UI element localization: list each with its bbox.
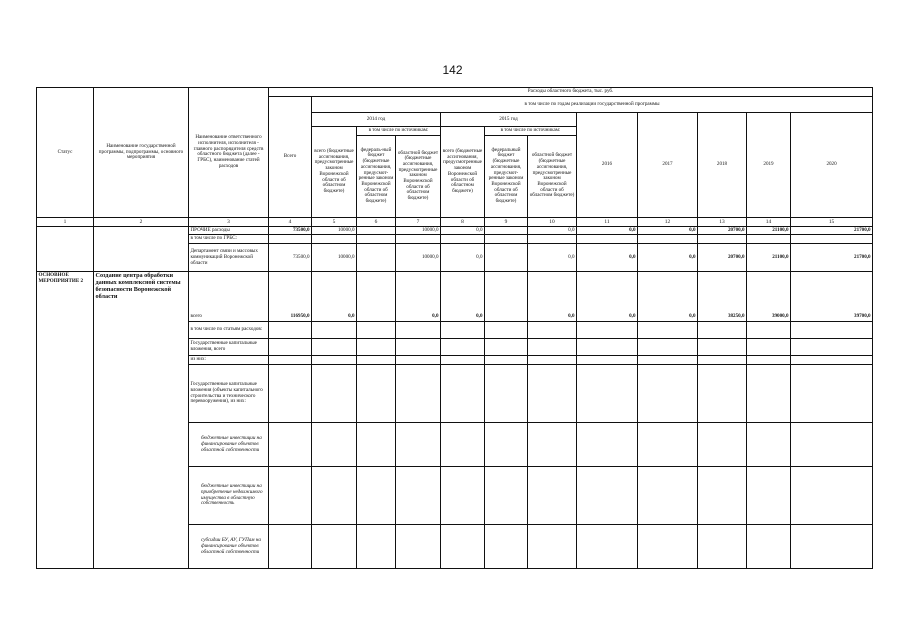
row-label: Государственные капитальные вложения, всего <box>189 339 269 356</box>
cell-empty <box>485 467 528 525</box>
cell-empty <box>312 235 357 244</box>
cell-empty <box>638 235 698 244</box>
year-2015-header: 2015 год <box>441 113 577 127</box>
cell-2017: 0,0 <box>638 244 698 272</box>
cell-2015-regional: 0,0 <box>528 272 577 322</box>
year-2014-header: 2014 год <box>312 113 441 127</box>
col-2019-header: 2019 <box>747 113 791 218</box>
cell-empty <box>791 467 873 525</box>
column-numbers-row <box>37 217 873 226</box>
row-label: всего <box>189 272 269 322</box>
row-label: Департамент связи и массовых коммуникаций Воронежской области <box>189 244 269 272</box>
cell-empty <box>528 467 577 525</box>
budget-table <box>36 87 873 569</box>
cell-empty <box>485 322 528 339</box>
cell-2016: 0,0 <box>577 226 638 235</box>
expenses-title: Расходы областного бюджета, тыс. руб. <box>269 88 873 97</box>
cell-empty <box>747 423 791 467</box>
cell-empty <box>638 525 698 569</box>
cell-empty <box>528 525 577 569</box>
cell-empty <box>441 423 485 467</box>
cell-empty <box>577 322 638 339</box>
col-number: 13 <box>698 217 747 226</box>
activity-name-cell: Создание центра обработки данных комплексной системы безопасности Воронежской области <box>94 272 189 569</box>
cell-empty <box>747 356 791 365</box>
cell-empty <box>357 322 396 339</box>
cell-2016: 0,0 <box>577 244 638 272</box>
cell-2016: 0,0 <box>577 272 638 322</box>
cell-empty <box>396 467 441 525</box>
table-row <box>37 272 873 322</box>
cell-empty <box>791 525 873 569</box>
cell-empty <box>747 365 791 423</box>
cell-empty <box>396 423 441 467</box>
cell-2015-total: 0,0 <box>441 272 485 322</box>
cell-empty <box>441 339 485 356</box>
cell-2014-total: 0,0 <box>312 272 357 322</box>
cell-empty <box>577 235 638 244</box>
cell-empty <box>577 356 638 365</box>
cell-empty <box>638 467 698 525</box>
col-number: 10 <box>528 217 577 226</box>
row-label: субсидии БУ, АУ, ГУПам на финансирование объектов областной собственности <box>189 525 269 569</box>
cell-empty <box>441 235 485 244</box>
cell-2019: 21100,0 <box>747 244 791 272</box>
cell-2019: 21100,0 <box>747 226 791 235</box>
cell-total: 116950,0 <box>269 272 312 322</box>
col-2014-regional-header: областной бюджет (бюджетные ассигнования, предусмотренные законом Воронежской области об областном бюджете) <box>396 135 441 217</box>
cell-empty <box>698 365 747 423</box>
cell-empty <box>791 322 873 339</box>
col-status-header: Статус <box>37 88 94 218</box>
cell-empty <box>791 235 873 244</box>
col-2015-federal-header: федеральный бюджет (бюджетные ассигнования, предусмот-ренные законом Воронежской области об областном бюджете) <box>485 135 528 217</box>
row-label: бюджетные инвестиции на финансирование объектов областной собственности <box>189 423 269 467</box>
cell-empty <box>396 365 441 423</box>
cell-empty <box>577 365 638 423</box>
cell-empty <box>791 423 873 467</box>
cell-2015-regional: 0,0 <box>528 244 577 272</box>
row-label: Государственные капитальные вложения (объекты капитального строительства и технического перевооружения), из них: <box>189 365 269 423</box>
cell-2015-total: 0,0 <box>441 226 485 235</box>
cell-total: 73500,0 <box>269 226 312 235</box>
cell-empty <box>312 356 357 365</box>
cell-empty <box>747 339 791 356</box>
row-label: ПРОЧИЕ расходы <box>189 226 269 235</box>
cell-2014-total: 10000,0 <box>312 226 357 235</box>
col-executor-header: Наименование ответственного исполнителя, исполнителя - главного распорядителя средств областного бюджета (далее - ГРБС), наименование статей расходов <box>189 88 269 218</box>
cell-2020: 21700,0 <box>791 244 873 272</box>
cell-total: 73500,0 <box>269 244 312 272</box>
cell-2018: 20700,0 <box>698 244 747 272</box>
col-number: 1 <box>37 217 94 226</box>
col-number: 8 <box>441 217 485 226</box>
cell-empty <box>396 339 441 356</box>
row-label: в том числе по статьям расходов: <box>189 322 269 339</box>
col-2015-total-header: всего (бюджетные ассигнования, предусмотренные законом Воронежской области об областном бюджете) <box>441 127 485 218</box>
cell-empty <box>312 467 357 525</box>
col-2015-regional-header: областной бюджет (бюджетные ассигнования, предусмотренные законом Воронежской области об областном бюджете) <box>528 135 577 217</box>
cell-empty <box>528 322 577 339</box>
cell-empty <box>269 365 312 423</box>
cell-empty <box>357 525 396 569</box>
cell-empty <box>638 365 698 423</box>
page-number: 142 <box>442 63 463 77</box>
table-row <box>37 226 873 235</box>
col-2020-header: 2020 <box>791 113 873 218</box>
cell-2015-total: 0,0 <box>441 244 485 272</box>
cell-empty <box>269 322 312 339</box>
incl-sources-2015: в том числе по источникам: <box>485 127 577 136</box>
cell-empty <box>485 226 528 235</box>
cell-empty <box>791 339 873 356</box>
status-cell-empty <box>37 226 94 271</box>
cell-empty <box>357 235 396 244</box>
col-number: 7 <box>396 217 441 226</box>
cell-empty <box>791 365 873 423</box>
cell-empty <box>396 235 441 244</box>
col-name-header: Наименование государственной программы, подпрограммы, основного мероприятия <box>94 88 189 218</box>
cell-empty <box>269 235 312 244</box>
cell-empty <box>577 423 638 467</box>
cell-2018: 20700,0 <box>698 226 747 235</box>
header-row-1 <box>37 88 873 97</box>
cell-empty <box>441 365 485 423</box>
cell-empty <box>528 339 577 356</box>
cell-empty <box>638 322 698 339</box>
cell-empty <box>441 525 485 569</box>
cell-2015-regional: 0,0 <box>528 226 577 235</box>
cell-empty <box>698 322 747 339</box>
cell-empty <box>357 272 396 322</box>
cell-2020: 39700,0 <box>791 272 873 322</box>
col-2014-federal-header: федераль-ный бюджет (бюджетные ассигнования, предусмот-ренные законом Воронежской области об областном бюджете) <box>357 135 396 217</box>
col-number: 6 <box>357 217 396 226</box>
col-number: 5 <box>312 217 357 226</box>
cell-empty <box>485 339 528 356</box>
cell-empty <box>528 423 577 467</box>
col-number: 14 <box>747 217 791 226</box>
cell-empty <box>485 356 528 365</box>
cell-empty <box>312 525 357 569</box>
col-number: 12 <box>638 217 698 226</box>
cell-empty <box>396 525 441 569</box>
cell-empty <box>357 365 396 423</box>
cell-empty <box>269 467 312 525</box>
cell-empty <box>269 339 312 356</box>
cell-2014-total: 10000,0 <box>312 244 357 272</box>
cell-empty <box>485 423 528 467</box>
row-label: из них: <box>189 356 269 365</box>
cell-2014-regional: 10000,0 <box>396 226 441 235</box>
cell-2020: 21700,0 <box>791 226 873 235</box>
col-number: 11 <box>577 217 638 226</box>
col-2018-header: 2018 <box>698 113 747 218</box>
row-label: в том числе по ГРБС: <box>189 235 269 244</box>
cell-empty <box>485 235 528 244</box>
cell-2017: 0,0 <box>638 272 698 322</box>
cell-empty <box>312 423 357 467</box>
incl-by-years: в том числе по годам реализации государственной программы <box>312 97 873 113</box>
cell-empty <box>638 356 698 365</box>
cell-empty <box>791 356 873 365</box>
cell-empty <box>577 467 638 525</box>
cell-2014-regional: 10000,0 <box>396 244 441 272</box>
cell-empty <box>441 322 485 339</box>
col-total-header: Всего <box>269 97 312 218</box>
cell-2017: 0,0 <box>638 226 698 235</box>
cell-empty <box>269 356 312 365</box>
cell-empty <box>396 322 441 339</box>
cell-empty <box>698 356 747 365</box>
cell-empty <box>528 365 577 423</box>
name-cell-empty <box>94 226 189 271</box>
cell-empty <box>747 525 791 569</box>
cell-empty <box>485 272 528 322</box>
status-cell: ОСНОВНОЕ МЕРОПРИЯТИЕ 2 <box>37 272 94 569</box>
cell-empty <box>698 423 747 467</box>
cell-empty <box>357 244 396 272</box>
col-number: 15 <box>791 217 873 226</box>
cell-empty <box>747 235 791 244</box>
cell-empty <box>747 467 791 525</box>
cell-empty <box>528 235 577 244</box>
cell-empty <box>485 244 528 272</box>
incl-sources-2014: в том числе по источникам: <box>357 127 441 136</box>
cell-empty <box>485 525 528 569</box>
col-2016-header: 2016 <box>577 113 638 218</box>
cell-empty <box>577 525 638 569</box>
cell-2014-regional: 0,0 <box>396 272 441 322</box>
row-label: бюджетные инвестиции на приобретение недвижимого имущества в областную собственность <box>189 467 269 525</box>
cell-empty <box>269 423 312 467</box>
cell-empty <box>441 467 485 525</box>
cell-empty <box>396 356 441 365</box>
cell-empty <box>312 365 357 423</box>
col-2017-header: 2017 <box>638 113 698 218</box>
cell-2018: 38250,0 <box>698 272 747 322</box>
cell-empty <box>638 339 698 356</box>
cell-empty <box>528 356 577 365</box>
col-2014-total-header: всего (бюджетные ассигнования, предусмотренные законом Воронежской области об областном бюджете) <box>312 127 357 218</box>
col-number: 3 <box>189 217 269 226</box>
cell-empty <box>357 226 396 235</box>
cell-empty <box>638 423 698 467</box>
cell-empty <box>357 467 396 525</box>
cell-2019: 39000,0 <box>747 272 791 322</box>
cell-empty <box>698 235 747 244</box>
cell-empty <box>269 525 312 569</box>
cell-empty <box>312 339 357 356</box>
cell-empty <box>698 339 747 356</box>
cell-empty <box>698 467 747 525</box>
cell-empty <box>577 339 638 356</box>
cell-empty <box>441 356 485 365</box>
cell-empty <box>698 525 747 569</box>
cell-empty <box>485 365 528 423</box>
col-number: 2 <box>94 217 189 226</box>
cell-empty <box>357 339 396 356</box>
cell-empty <box>747 322 791 339</box>
col-number: 9 <box>485 217 528 226</box>
col-number: 4 <box>269 217 312 226</box>
cell-empty <box>357 423 396 467</box>
cell-empty <box>312 322 357 339</box>
cell-empty <box>357 356 396 365</box>
